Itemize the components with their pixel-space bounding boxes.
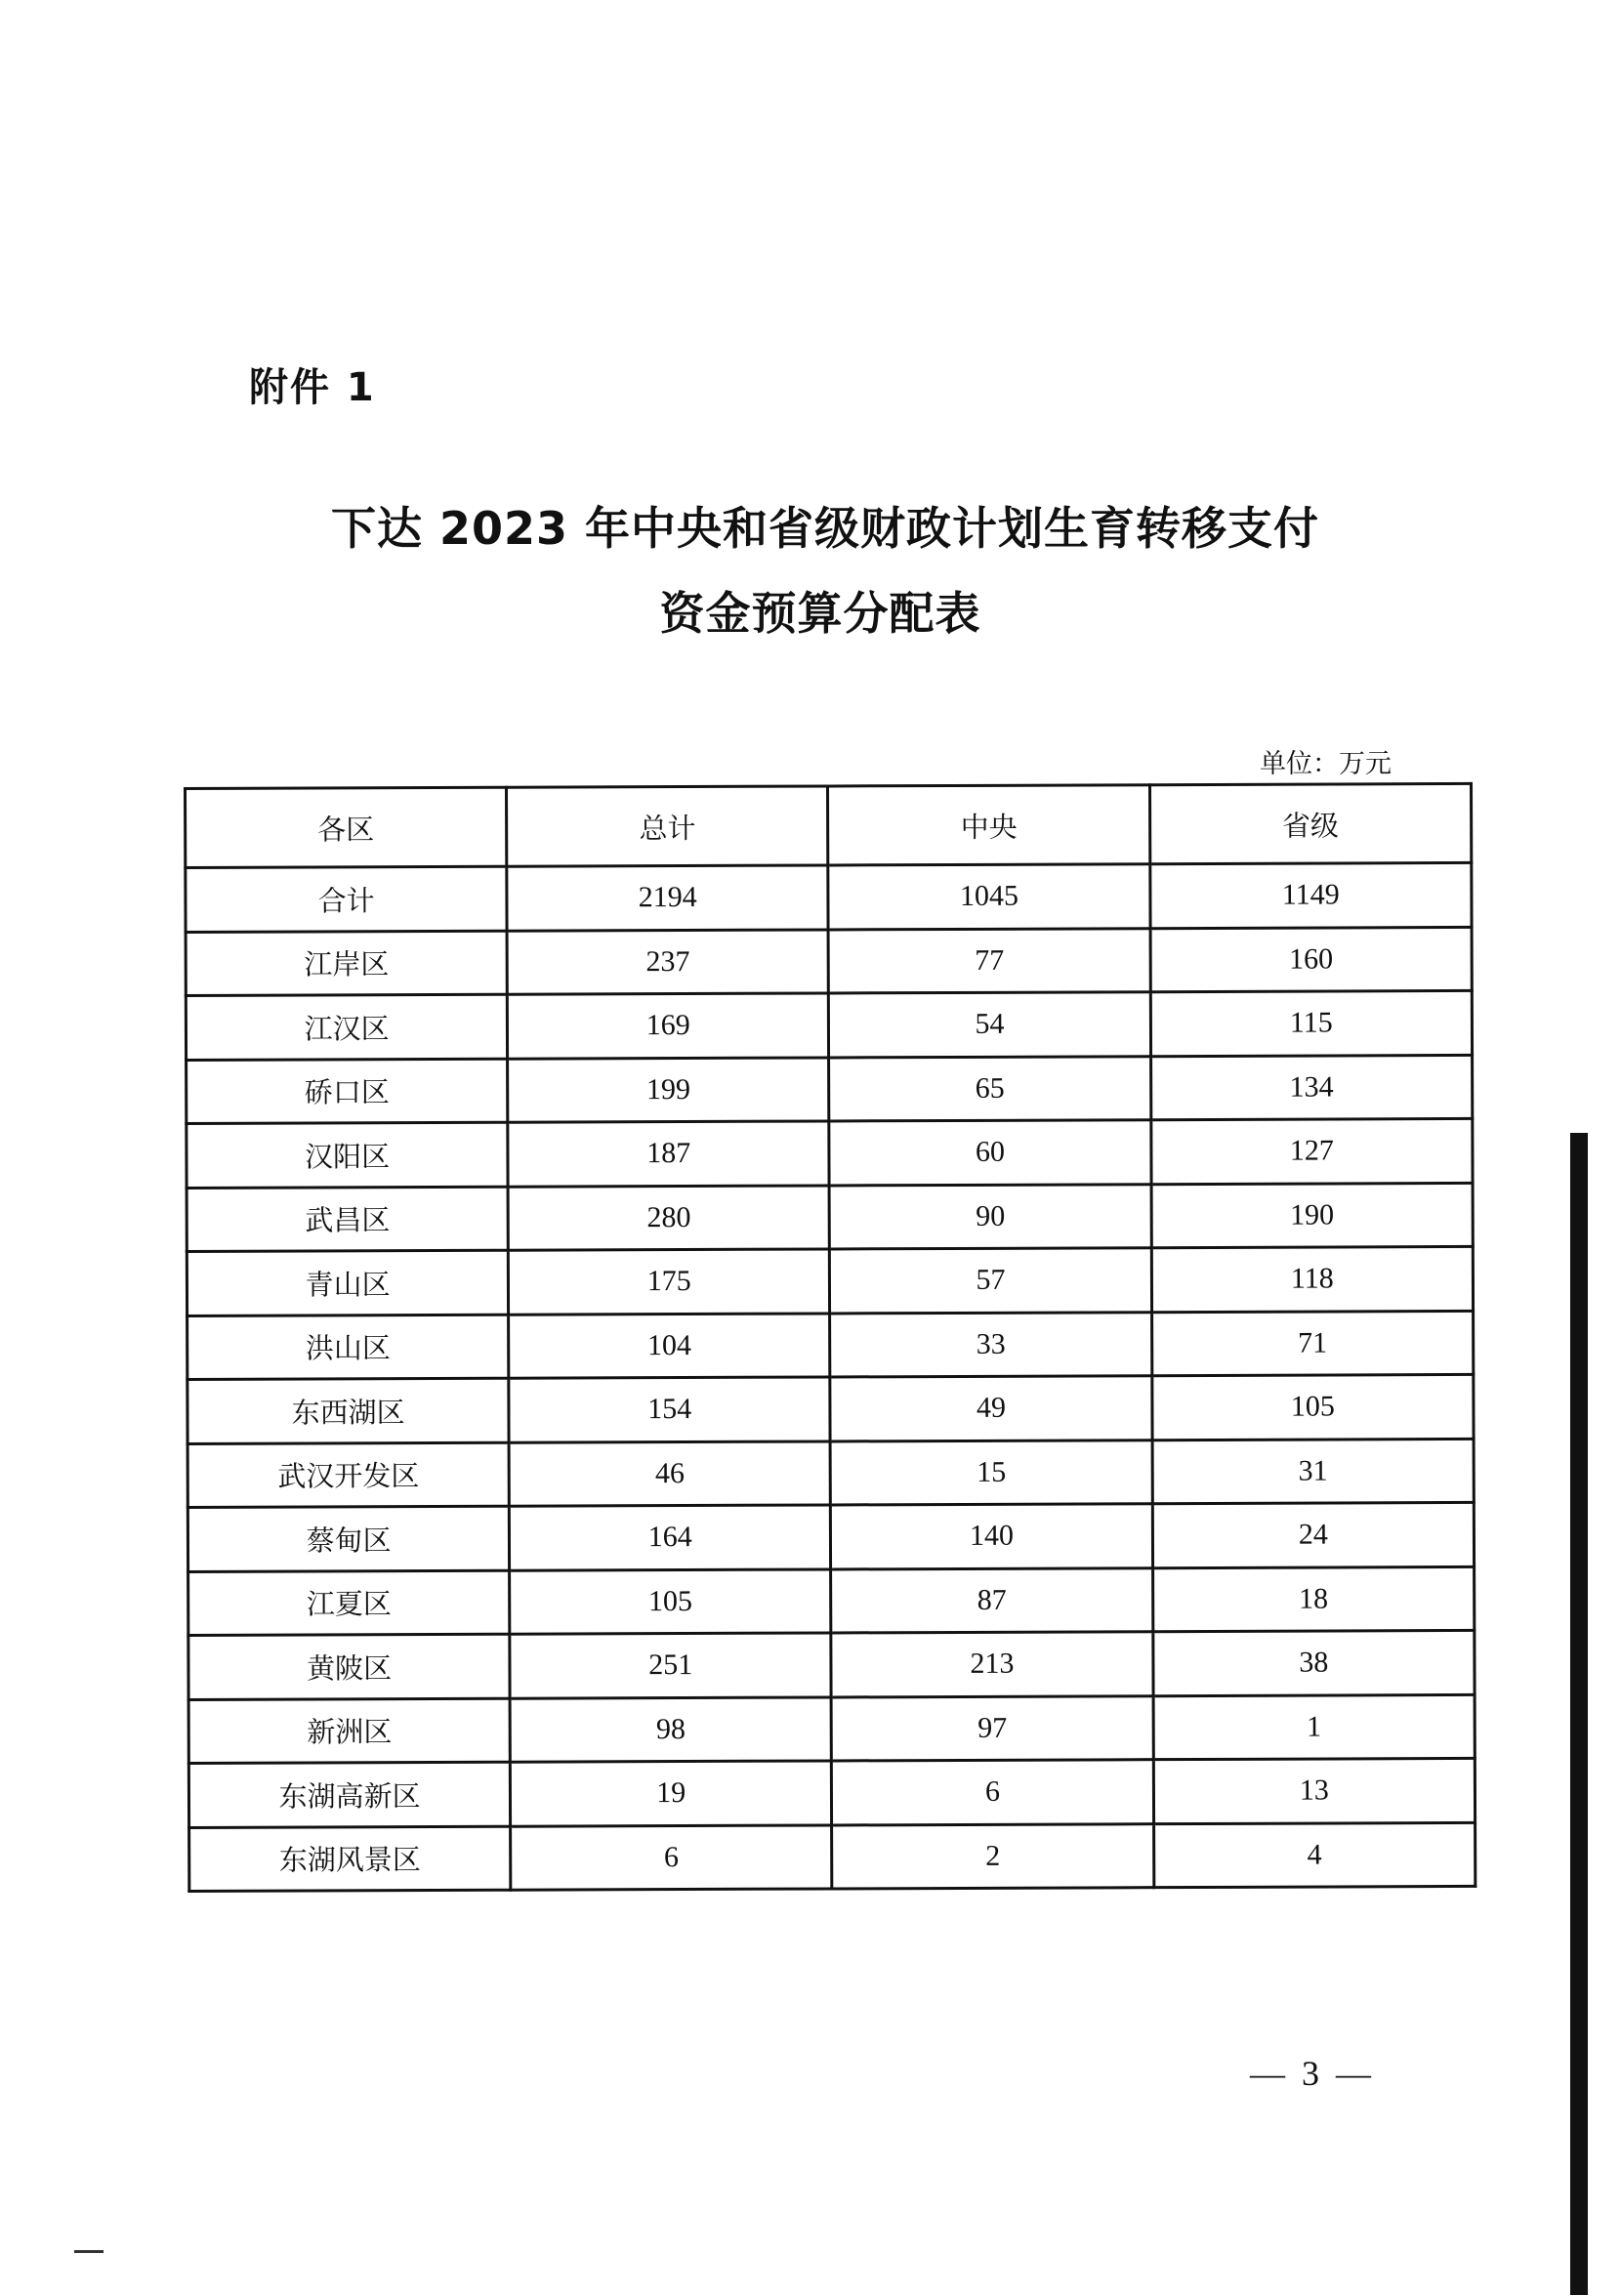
cell-provincial: 4 [1153,1822,1476,1888]
cell-provincial: 38 [1153,1630,1476,1695]
cell-provincial: 71 [1151,1311,1474,1376]
cell-region: 江岸区 [186,931,507,996]
cell-region: 青山区 [187,1250,508,1315]
cell-region: 江汉区 [186,994,507,1060]
cell-central: 6 [832,1760,1154,1825]
cell-provincial: 1149 [1150,862,1473,928]
header-total: 总计 [507,786,829,866]
cell-provincial: 127 [1151,1118,1474,1184]
cell-total: 104 [509,1313,831,1378]
cell-total: 251 [510,1633,832,1698]
cell-region: 蔡甸区 [187,1506,509,1571]
table-row [186,862,1472,932]
page-number: — 3 — [1250,2054,1375,2093]
attachment-label: 附件 1 [249,365,376,410]
cell-total: 2194 [507,865,829,931]
cell-total: 280 [508,1185,830,1250]
table-row [187,1183,1473,1252]
table-row [189,1822,1476,1892]
cell-provincial: 105 [1152,1374,1475,1440]
cell-central: 77 [829,928,1151,993]
cell-total: 6 [511,1824,833,1890]
cell-region: 东湖风景区 [189,1826,511,1892]
header-region: 各区 [186,787,507,867]
table-row [187,1246,1473,1315]
table-row [186,927,1472,996]
table-row [186,990,1472,1060]
cell-provincial: 190 [1151,1183,1474,1248]
cell-provincial: 1 [1153,1694,1476,1760]
header-central: 中央 [828,785,1150,865]
cell-central: 2 [832,1823,1154,1889]
table-row [187,1311,1474,1380]
cell-total: 46 [509,1440,831,1506]
cell-region: 东湖高新区 [188,1762,510,1827]
cell-provincial: 18 [1152,1566,1475,1632]
cell-provincial: 24 [1152,1502,1475,1567]
cell-region: 东西湖区 [187,1378,509,1443]
table-header-row [186,783,1472,867]
cell-provincial: 134 [1150,1055,1473,1120]
table-row [187,1118,1473,1188]
cell-total: 169 [507,993,829,1059]
cell-total: 164 [510,1505,832,1570]
cell-region: 洪山区 [187,1315,509,1380]
cell-total: 19 [511,1761,833,1826]
unit-label: 单位：万元 [1260,749,1392,779]
cell-total: 105 [510,1568,832,1634]
table-row [188,1630,1475,1699]
scan-edge-shadow [1570,1133,1588,2295]
cell-central: 1045 [828,864,1150,930]
table-row [187,1439,1474,1508]
cell-central: 57 [830,1248,1152,1314]
table-body [186,862,1476,1891]
cell-total: 154 [509,1377,831,1442]
cell-provincial: 31 [1152,1439,1475,1504]
table-row [187,1374,1474,1443]
table-row [188,1758,1475,1827]
cell-central: 140 [831,1504,1153,1569]
cell-region: 汉阳区 [187,1122,508,1188]
cell-central: 54 [829,992,1151,1058]
cell-region: 新洲区 [188,1698,510,1764]
cell-provincial: 115 [1150,990,1473,1056]
cell-provincial: 13 [1153,1758,1476,1823]
cell-total: 98 [510,1696,832,1762]
allocation-table [184,782,1476,1893]
cell-central: 60 [829,1120,1151,1186]
cell-provincial: 160 [1150,927,1473,992]
cell-region: 硚口区 [187,1059,508,1124]
table-row [188,1566,1475,1636]
cell-region: 合计 [186,866,507,932]
table-row [187,1502,1474,1571]
cell-central: 97 [832,1695,1154,1761]
cell-central: 15 [831,1440,1153,1505]
cell-total: 187 [508,1121,830,1187]
cell-total: 175 [508,1249,830,1315]
cell-central: 90 [830,1184,1152,1249]
cell-total: 237 [507,929,829,994]
cell-central: 49 [830,1376,1152,1441]
table-row [187,1055,1473,1124]
cell-central: 33 [830,1312,1152,1377]
cell-central: 213 [831,1632,1153,1697]
cell-region: 黄陂区 [188,1634,510,1699]
scan-mark [74,2250,104,2253]
cell-region: 江夏区 [188,1570,510,1636]
document-title-line-2: 资金预算分配表 [659,587,981,640]
cell-region: 武昌区 [187,1187,508,1252]
cell-central: 87 [831,1567,1153,1633]
cell-total: 199 [508,1057,830,1122]
cell-provincial: 118 [1151,1246,1474,1312]
document-title-line-1: 下达 2023 年中央和省级财政计划生育转移支付 [330,502,1320,555]
cell-region: 武汉开发区 [187,1442,509,1508]
cell-central: 65 [829,1056,1151,1121]
header-provincial: 省级 [1149,783,1472,863]
table-row [188,1694,1475,1764]
